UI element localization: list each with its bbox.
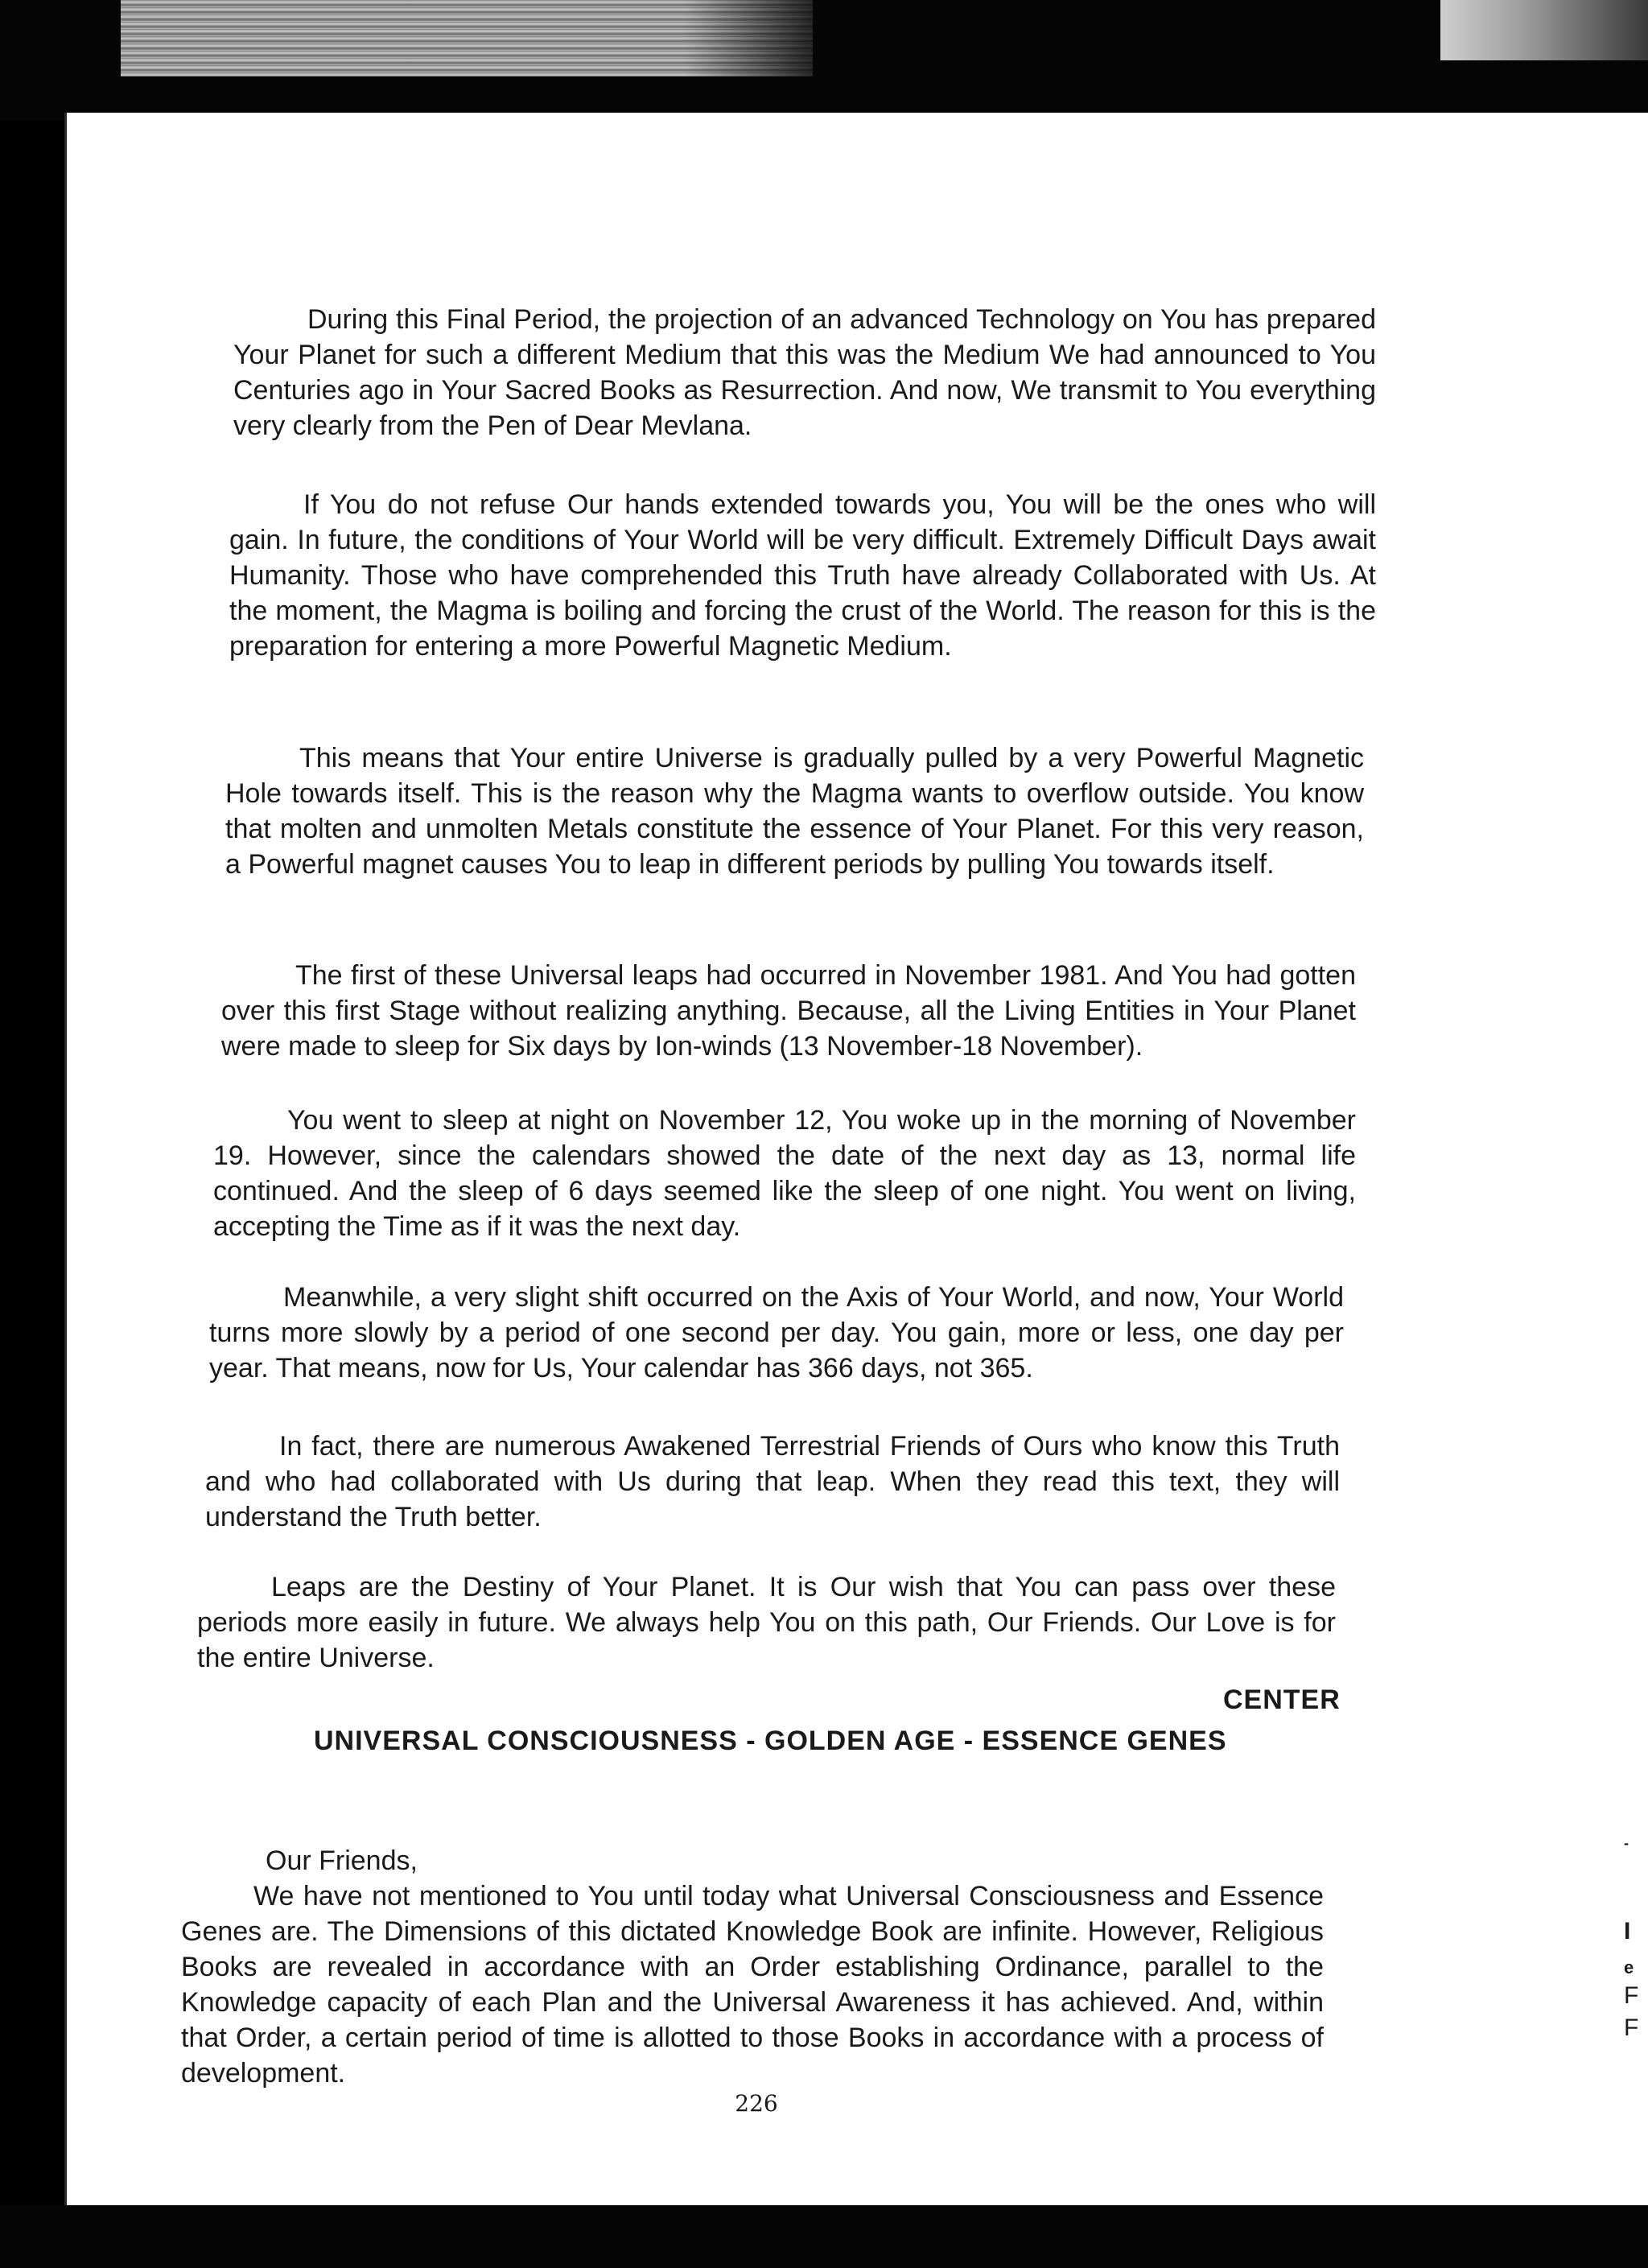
margin-bleed-text: I [1624, 1918, 1631, 1944]
scan-bottom-border [0, 2205, 1648, 2268]
paragraph: Meanwhile, a very slight shift occurred on the Axis of Your World, and now, Your World turns more slowly by a period of one second per day. You gain, more or less, one day per year. That means, now for Us, Your calendar has 366 days, not 365. [209, 1282, 1344, 1383]
paragraph: During this Final Period, the projection of an advanced Technology on You has prepared Your Planet for such a different Medium that this was the Medium We had announced to You Centuries ago in Your Sacred Books as Resurrection. And now, We transmit to You everything very clearly from the Pen of Dear Mevlana. [233, 304, 1376, 441]
paragraph: In fact, there are numerous Awakened Terrestrial Friends of Ours who know this Truth and who had collaborated with Us during that leap. When they read this text, they will understand the Truth better. [205, 1431, 1340, 1532]
margin-bleed-text: F [1624, 1982, 1639, 2009]
paragraph: You went to sleep at night on November 12, You woke up in the morning of November 19. However, since the calendars showed the date of the next day as 13, normal life continued. And the sleep of 6 days seemed like the sleep of one night. You went on living, accepting the Time as if it was the next day. [213, 1105, 1356, 1242]
page-number: 226 [735, 2090, 778, 2117]
margin-bleed-text: F [1624, 2014, 1639, 2041]
signature: CENTER [1223, 1685, 1341, 1715]
margin-bleed-text: - [1624, 1835, 1629, 1851]
paragraph: If You do not refuse Our hands extended towards you, You will be the ones who will gain. In future, the conditions of Your World will be very difficult. Extremely Difficult Days await Humanity. Those who have comprehended this Truth have already Collaborated with Us. At the moment, the Magma is boiling and forcing the crust of the World. The reason for this is the preparation for entering a more Powerful Magnetic Medium. [229, 489, 1376, 662]
section-heading: UNIVERSAL CONSCIOUSNESS - GOLDEN AGE - ESSENCE GENES [314, 1726, 1227, 1756]
scan-glare-streak-right [1440, 0, 1648, 60]
margin-bleed-text: e [1624, 1957, 1634, 1977]
page-binding-edge [64, 113, 67, 2205]
salutation: Our Friends, [266, 1845, 418, 1876]
paragraph: Leaps are the Destiny of Your Planet. It is Our wish that You can pass over these periods more easily in future. We always help You on this path, Our Friends. Our Love is for the entire Universe. [197, 1572, 1336, 1673]
paragraph: The first of these Universal leaps had occurred in November 1981. And You had gotten over this first Stage without realizing anything. Because, all the Living Entities in Your Planet were made to sleep for Six days by Ion-winds (13 November-18 November). [221, 960, 1356, 1062]
paragraph: This means that Your entire Universe is gradually pulled by a very Powerful Magnetic Hole towards itself. This is the reason why the Magma wants to overflow outside. You know that molten and unmolten Metals constitute the essence of Your Planet. For this very reason, a Powerful magnet causes You to leap in different periods by pulling You towards itself. [225, 743, 1364, 880]
scan-glare-fade [684, 0, 845, 76]
paragraph: We have not mentioned to You until today what Universal Consciousness and Essence Genes are. The Dimensions of this dictated Knowledge Book are infinite. However, Religious Books are revealed in accordance with an Order establishing Ordinance, parallel to the Knowledge capacity of each Plan and the Universal Awareness it has achieved. And, within that Order, a certain period of time is allotted to those Books in accordance with a process of development. [181, 1881, 1324, 2089]
